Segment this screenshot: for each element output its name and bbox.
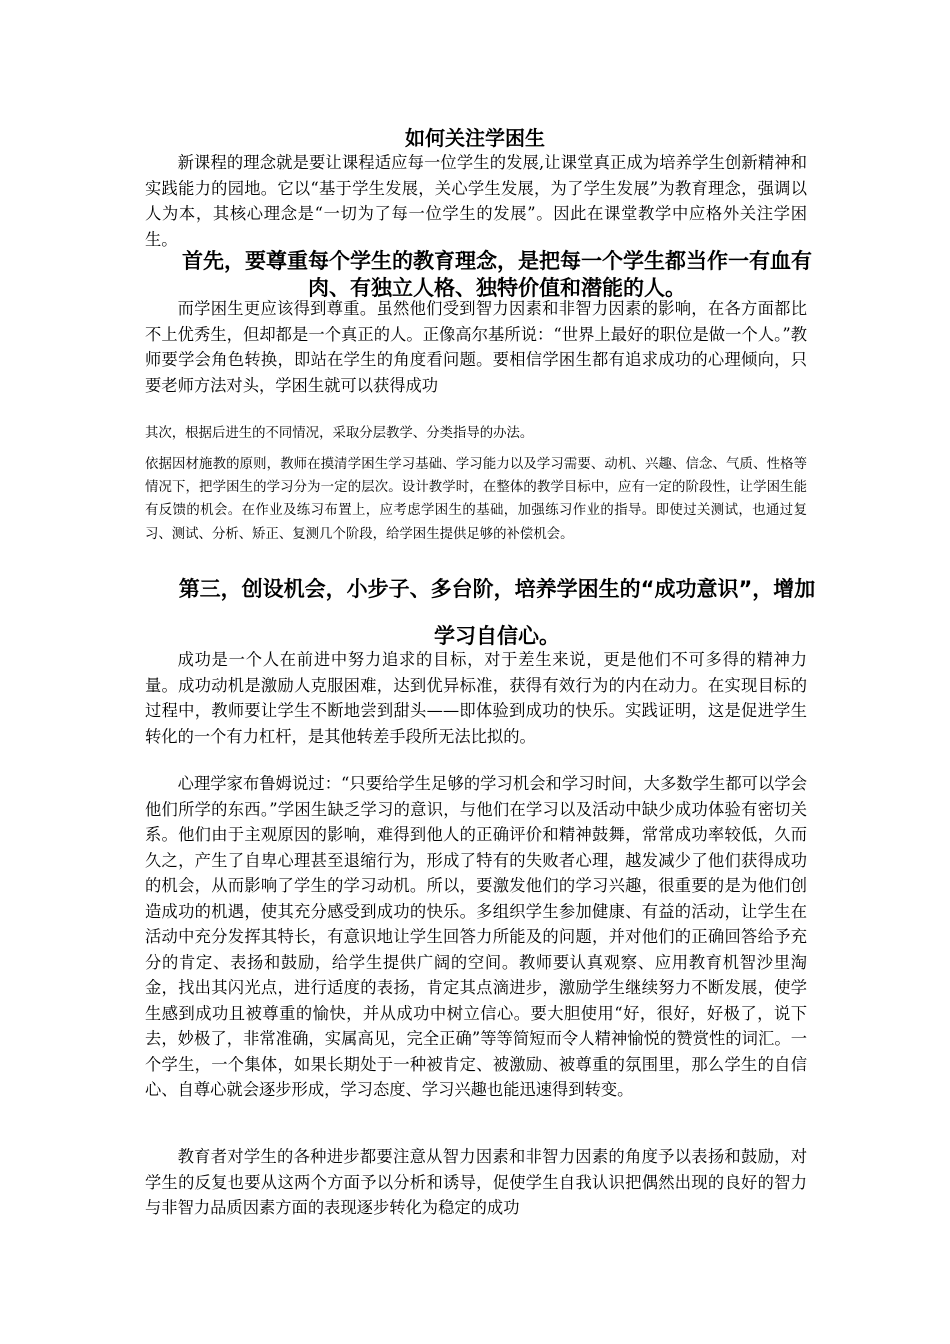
intro-paragraph: 新课程的理念就是要让课程适应每一位学生的发展,让课堂真正成为培养学生创新精神和实践能力的园地。它以“基于学生发展，关心学生发展，为了学生发展”为教育理念，强调以人为本，其核心理念是“一切为了每一位学生的发展”。因此在课堂教学中应格外关注学困生。 bbox=[145, 153, 807, 249]
third-section-paragraph-3: 教育者对学生的各种进步都要注意从智力因素和非智力因素的角度予以表扬和鼓励，对学生的反复也要从这两个方面予以分析和诱导，促使学生自我认识把偶然出现的良好的智力与非智力品质因素方面的表现逐步转化为稳定的成功 bbox=[145, 1147, 807, 1217]
third-section-paragraph-1: 成功是一个人在前进中努力追求的目标，对于差生来说，更是他们不可多得的精神力量。成功动机是激励人克服困难，达到优异标准，获得有效行为的内在动力。在实现目标的过程中，教师要让学生不断地尝到甜头——即体验到成功的快乐。实践证明，这是促进学生转化的一个有力杠杆，是其他转差手段所无法比拟的。 bbox=[145, 650, 807, 746]
section-heading-third: 第三，创设机会，小步子、多台阶，培养学困生的“成功意识”，增加学习自信心。 bbox=[178, 577, 816, 648]
section-heading-second: 其次，根据后进生的不同情况，采取分层教学、分类指导的办法。 bbox=[145, 426, 534, 441]
second-section-paragraph: 依据因材施教的原则，教师在摸清学困生学习基础、学习能力以及学习需要、动机、兴趣、信念、气质、性格等情况下，把学困生的学习分为一定的层次。设计教学时，在整体的教学目标中，应有一定的阶段性，让学困生能有反馈的机会。在作业及练习布置上，应考虑学困生的基础，加强练习作业的指导。即使过关测试，也通过复习、测试、分析、矫正、复测几个阶段，给学困生提供足够的补偿机会。 bbox=[145, 457, 807, 542]
third-section-paragraph-2: 心理学家布鲁姆说过：“只要给学生足够的学习机会和学习时间，大多数学生都可以学会他们所学的东西。”学困生缺乏学习的意识，与他们在学习以及活动中缺少成功体验有密切关系。他们由于主观原因的影响，难得到他人的正确评价和精神鼓舞，常常成功率较低，久而久之，产生了自卑心理甚至退缩行为，形成了特有的失败者心理，越发减少了他们获得成功的机会，从而影响了学生的学习动机。所以，要激发他们的学习兴趣，很重要的是为他们创造成功的机遇，使其充分感受到成功的快乐。多组织学生参加健康、有益的活动，让学生在活动中充分发挥其特长，有意识地让学生回答力所能及的问题，并对他们的正确回答给予充分的肯定、表扬和鼓励，给学生提供广阔的空间。教师要认真观察、应用教育机智沙里淘金，找出其闪光点，进行适度的表扬，肯定其点滴进步，激励学生继续努力不断发展，使学生感到成功且被尊重的愉快，并从成功中树立信心。要大胆使用“好，很好，好极了，说下去，妙极了，非常准确，实属高见，完全正确”等等简短而令人精神愉悦的赞赏性的词汇。一个学生，一个集体，如果长期处于一种被肯定、被激励、被尊重的氛围里，那么学生的自信心、自尊心就会逐步形成，学习态度、学习兴趣也能迅速得到转变。 bbox=[145, 774, 807, 1099]
section-heading-first: 首先，要尊重每个学生的教育理念，是把每一个学生都当作一有血有肉、有独立人格、独特价值和潜能的人。 bbox=[182, 249, 812, 300]
document-title: 如何关注学困生 bbox=[405, 126, 545, 150]
first-section-paragraph: 而学困生更应该得到尊重。虽然他们受到智力因素和非智力因素的影响，在各方面都比不上优秀生，但却都是一个真正的人。正像高尔基所说：“世界上最好的职位是做一个人。”教师要学会角色转换，即站在学生的角度看问题。要相信学困生都有追求成功的心理倾向，只要老师方法对头，学困生就可以获得成功 bbox=[145, 299, 807, 395]
